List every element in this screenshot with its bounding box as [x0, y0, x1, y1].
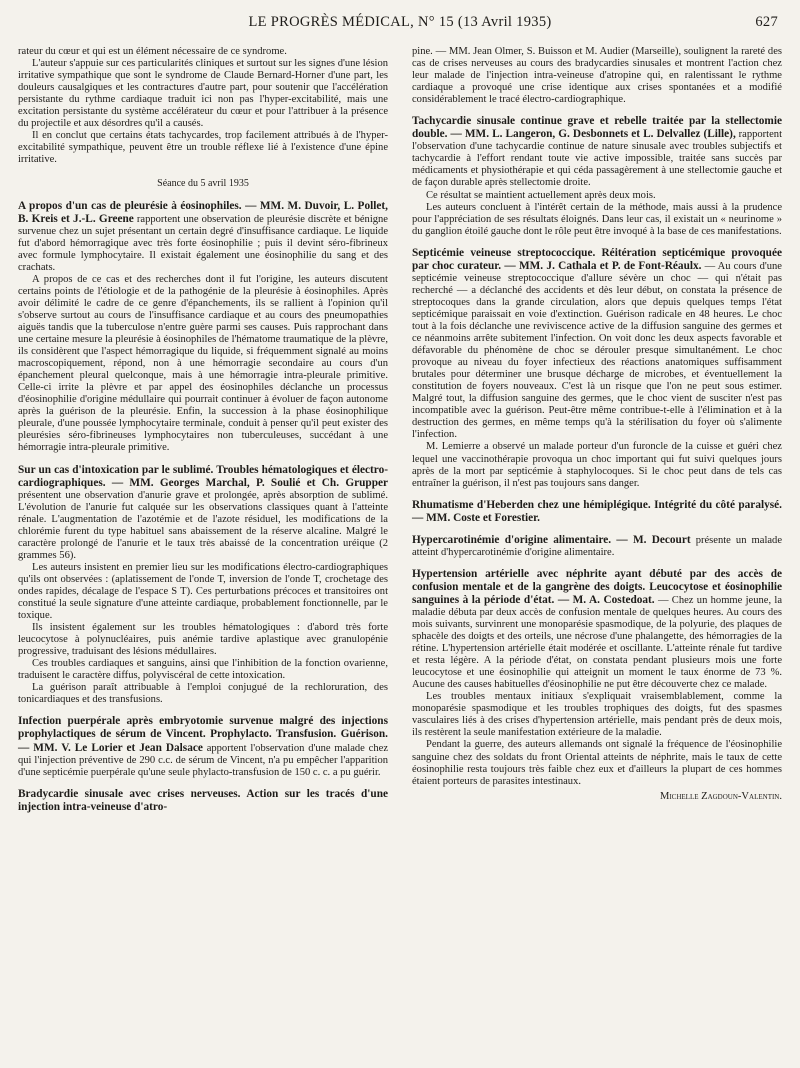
- section-infection-puerperale: [18, 715, 388, 778]
- section-rhumatisme: [412, 499, 782, 525]
- section-septicemie: [412, 247, 782, 490]
- section-title: Hypercarotinémie d'origine alimentaire. — M. Decourt: [412, 533, 691, 546]
- paragraph: La guérison paraît attribuable à l'emploi conjugué de la rechloruration, des tonicardiaques et des transfusions.: [18, 682, 388, 706]
- paragraph: — Au cours d'une septicémie veineuse streptococcique d'allure sévère un choc — qui n'était pas recherché — a déclanché des accidents et dès leur début, on constata la présence de streptocoques dans la grande circulation, alors que depuis quelques temps l'état septicémique paraissait en voie d'extinction. Guérison radicale en 48 heures. Le choc tout à la fois déclanche une reviviscence active de la diffusion sanguine des germes et ce néanmoins arrête subitement l'infection. On voit donc les deux aspects favorable et défavorable du phénomène de choc se dérouler presque simultanément. Le choc provoque au niveau du foyer infectieux des réactions anatomiques suffisamment brutales pour déterminer une brusque décharge de microbes, et éventuellement la constitution de foyers nouveaux. C'est là un risque que l'on ne peut sous estimer. Malgré tout, la diffusion sanguine des germes, que le choc vient de susciter n'est pas incompatible avec la guérison. Peut-être même contribue-t-elle à l'élimination et à la destruction des germes, en même temps qu'à la stérilisation du foyer où s'alimente l'infection.: [412, 260, 782, 441]
- section-sublime: [18, 464, 388, 707]
- paragraph: rateur du cœur et qui est un élément nécessaire de ce syndrome.: [18, 46, 287, 57]
- page-header: [22, 14, 778, 34]
- paragraph: M. Lemierre a observé un malade porteur d'un furoncle de la cuisse et guéri chez lequel une vaccinothérapie provoqua un choc important qui fut suivi quelques jours après de la mort par septicémie à staphylocoques. Si le choc peut dans de tels cas entraîner la guérison, il n'est pas toujours sans danger.: [412, 441, 782, 489]
- paragraph: Il en conclut que certains états tachycardes, trop facilement attribués à de l'hyper-excitabilité sympathique, peuvent être un trouble réflexe lié à l'existence d'une épine irritative.: [18, 130, 388, 166]
- section-bradycardie: [18, 788, 388, 814]
- section-title: Bradycardie sinusale avec crises nerveuses. Action sur les tracés d'une injection intra-veineuse d'atro-: [18, 787, 388, 813]
- section-hypercarotinemie: [412, 534, 782, 559]
- left-column: [18, 46, 388, 814]
- paragraph: L'auteur s'appuie sur ces particularités cliniques et surtout sur les signes d'une lésion irritative sympathique que sont le syndrome de Claude Bernard-Horner d'une part, les douleurs causalgiques et les contractures d'autre part, pour soutenir que l'accélération persistante du rythme cardiaque traduit ici non pas l'hyper-excitabilité, mais une excitation persistante du système accélérateur du cœur et pour l'attribuer à la présence du projectile et aux désordres qu'il a causés.: [18, 58, 388, 130]
- paragraph: Ces troubles cardiaques et sanguins, ainsi que l'inhibition de la fonction ovarienne, traduisent le caractère diffus, polyviscéral de cette intoxication.: [18, 658, 388, 682]
- journal-title: LE PROGRÈS MÉDICAL, N° 15 (13 Avril 1935): [248, 14, 552, 30]
- section-title: Infection puerpérale après embryotomie survenue malgré des injections prophylactiques de sérum de Vincent. Prophylacto. Transfusion. Guérison. — MM. V. Le Lorier et Jean Dalsace: [18, 715, 388, 754]
- section-title: Septicémie veineuse streptococcique. Réitération septicémique provoquée par choc curateur. — MM. J. Cathala et P. de Font-Réaulx.: [412, 246, 782, 272]
- paragraph: A propos de ce cas et des recherches dont il fut l'origine, les auteurs discutent certains points de l'étiologie et de la pathogénie de la pleurésie à éosinophiles. Après avoir délimité le cadre de ce genre d'épanchements, ils se rallient à l'opinion qu'il s'observe surtout au cours de l'insuffisance cardiaque et au cours des pneumopathies aiguës tandis que la tuberculose n'entre guère parmi ses causes. Puis rapprochant dans une certaine mesure la pleurésie à éosinophiles de l'hématome traumatique de la plèvre, ils considèrent que l'aspect hémorragique du liquide, si fréquemment signalé au moins macroscopiquement, répond, non à une hémorragie secondaire au cours d'un épanchement pleural quelconque, mais à une hémorragie intra-pleurale primitive. Celle-ci irrite la plèvre et par appel des éosinophiles déclanche un processus d'éosinophilie d'origine médullaire qui pourrait continuer à évoluer de façon autonome après la guérison de la pleurésie. Enfin, la succession à la phase éosinophilique pleurale, d'une poussée lymphocytaire terminale, conduit à penser qu'il peut exister des pleurésies séro-fibrineuses lymphocytaires non tuberculeuses, succédant à une hémorragie intra-pleurale primitive.: [18, 273, 388, 454]
- paragraph: Les troubles mentaux initiaux s'expliquait vraisemblablement, comme la monoparésie spasmodique et les troubles trophiques des doigts, fut des spasmes vasculaires liés à des crises d'hypertension artérielle, mais pendant près de deux mois, ils restèrent la seule manifestation extérieure de la maladie.: [412, 691, 782, 739]
- paragraph: Pendant la guerre, des auteurs allemands ont signalé la fréquence de l'éosinophilie sanguine chez des soldats du front Oriental atteints de néphrite, mais le taux de cette éosinophilie resta toujours très faible chez eux et d'ailleurs la plupart de ces hommes étaient porteurs de parasites intestinaux.: [412, 739, 782, 787]
- paragraph: Ils insistent également sur les troubles hématologiques : d'abord très forte leucocytose à polynucléaires, puis anémie tardive aplastique avec granulopénie progressive, traduisant des lésions médullaires.: [18, 622, 388, 658]
- section-title: Tachycardie sinusale continue grave et rebelle traitée par la stellectomie double. — MM. L. Langeron, G. Desbonnets et L. Delvallez (Lille),: [412, 115, 782, 141]
- section-title: Sur un cas d'intoxication par le sublimé. Troubles hématologiques et électro-cardiographiques. — MM. Georges Marchal, P. Soulié et Ch. Grupper: [18, 463, 388, 489]
- right-column: [412, 46, 782, 803]
- paragraph: rapportent l'observation d'une tachycardie continue de nature sinusale avec troubles subjectifs et tachycardie à l'effort rendant toute vie active impossible, traitée sans succès par médicaments et physiothérapie et qui céda passagèrement à une stellectomie gauche et de façon durable après stellectomie droite.: [412, 129, 782, 189]
- section-title: A propos d'un cas de pleurésie à éosinophiles. — MM. M. Duvoir, L. Pollet, B. Kreis et J.-L. Greene: [18, 199, 388, 225]
- paragraph: apportent l'observation d'une malade chez qui l'injection préventive de 290 c.c. de sérum de Vincent, n'a pu empêcher l'apparition d'une septicémie puerpérale qu'une seule phylacto-transfusion de 150 c. c. a pu guérir.: [18, 742, 388, 778]
- paragraph: pine. — MM. Jean Olmer, S. Buisson et M. Audier (Marseille), soulignent la rareté des cas de crises nerveuses au cours des bradycardies sinusales et montrent l'action chez leur malade de l'injection intra-veineuse d'atropine qui, en ralentissant le rythme cardiaque a provoqué une crise identique aux crises spontanées et a modifié considérablement le tracé électro-cardiographique.: [412, 46, 782, 106]
- section-pleuresie: [18, 200, 388, 455]
- paragraph: présentent une observation d'anurie grave et prolongée, après absorption de sublimé. L'évolution de l'anurie fut calquée sur les observations classiques quant à l'atteinte rénale. L'augmentation de l'azotémie et de l'azote résiduel, les modifications de la chlorémie furent du type habituel sans abaissement de la réserve alcaline. Malgré le caractère prolongé de l'anurie et le taux très abaissé de la concentration uréique (2 grammes 56).: [18, 489, 388, 561]
- paragraph: rapportent une observation de pleurésie discrète et bénigne survenue chez un sujet présentant un certain degré d'insuffisance cardiaque. Le liquide fut d'abord hémorragique avec très forte éosinophilie ; puis il devint séro-fibrineux avec formule lymphocytaire. Il existait également une éosinophilie du sang et des crachats.: [18, 213, 388, 273]
- section-tachycardie: [412, 115, 782, 237]
- paragraph: Les auteurs insistent en premier lieu sur les modifications électro-cardiographiques qu'ils ont observées : (aplatissement de l'onde T, inversion de l'onde T, crochetage des ondes rapides, décalage de l'espace S T). Ces perturbations précoces et transitoires ont constitué la seule signature d'une atteinte cardiaque, probablement fonctionnelle, par le toxique.: [18, 561, 388, 622]
- section-hypertension: [412, 568, 782, 788]
- paragraph: — Chez un homme jeune, la maladie débuta par deux accès de confusion mentale de quelques heures. Au cours des mois suivants, survinrent une monoparésie spasmodique, de la polyurie, des plaques de sphacèle des doigts et des orteils, une nécrose d'une phalangette, des hémorragies de la rétine. L'hypertension artérielle était modérée et oscillante. L'atteinte rénale fut tardive et resta légère. A la période d'état, on constata pendant plusieurs mois une forte leucocytose et une éosinophilie qui atteignit un moment le taux énorme de 73 %. Aucune des causes habituelles d'éosinophilie ne put être découverte chez ce malade.: [412, 594, 783, 691]
- paragraph: présente un malade atteint d'hypercarotinémie d'origine alimentaire.: [412, 534, 783, 558]
- section-title: Hypertension artérielle avec néphrite ayant débuté par des accès de confusion mentale et de la gangrène des doigts. Leucocytose et éosinophilie sanguines à la période d'état. — M. A. Costedoat.: [412, 567, 782, 606]
- paragraph: Ce résultat se maintient actuellement après deux mois.: [426, 189, 656, 201]
- page-number: 627: [755, 14, 778, 30]
- section-title: Rhumatisme d'Heberden chez une hémiplégique. Intégrité du côté paralysé. — MM. Coste et Forestier.: [412, 498, 782, 524]
- author-signature: Michelle Zagdoun-Valentin.: [659, 790, 782, 802]
- session-date: Séance du 5 avril 1935: [157, 178, 249, 190]
- paragraph: Les auteurs concluent à l'intérêt certain de la méthode, mais aussi à la prudence pour l'appréciation de ses résultats éloignés. Dans leur cas, il existait un « neurinome » du ganglion étoilé gauche dont le rôle peut être invoqué à la base de ces manifestations.: [412, 201, 782, 237]
